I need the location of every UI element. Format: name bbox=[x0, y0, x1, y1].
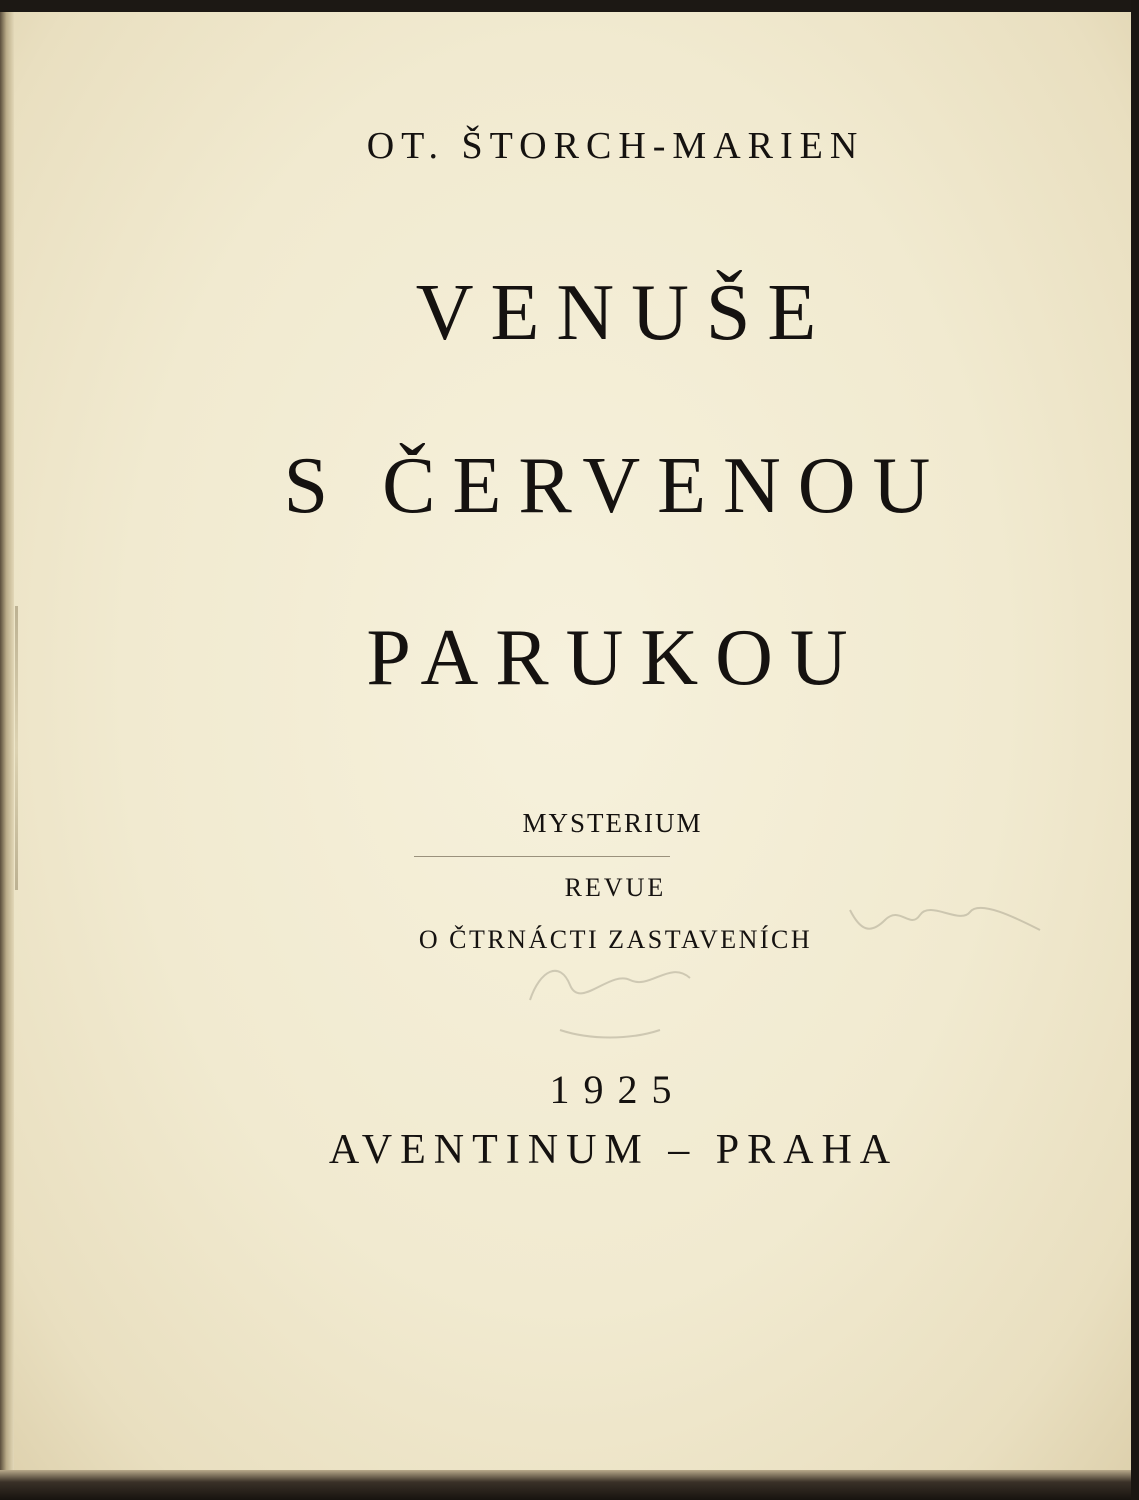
genre-label: MYSTERIUM bbox=[522, 808, 703, 838]
title-line-1: VENUŠE bbox=[415, 269, 834, 357]
title-line-3: PARUKOU bbox=[366, 614, 865, 702]
divider-rule bbox=[414, 856, 670, 857]
bottom-page-edge bbox=[0, 1470, 1139, 1500]
title-line-2: S ČERVENOU bbox=[283, 442, 948, 530]
publisher-imprint: AVENTINUM – PRAHA bbox=[328, 1127, 899, 1173]
pencil-inscription bbox=[500, 890, 1080, 1070]
subtitle-line-1: REVUE bbox=[564, 873, 667, 902]
book-spine-edge bbox=[0, 10, 14, 1488]
subtitle-line-2: O ČTRNÁCTI ZASTAVENÍCH bbox=[418, 925, 813, 954]
top-page-edge bbox=[0, 0, 1139, 12]
publication-year: 1925 bbox=[549, 1067, 686, 1112]
author-name: OT. ŠTORCH-MARIEN bbox=[366, 125, 865, 167]
right-page-edge bbox=[1131, 0, 1139, 1500]
paper-page bbox=[0, 10, 1131, 1488]
